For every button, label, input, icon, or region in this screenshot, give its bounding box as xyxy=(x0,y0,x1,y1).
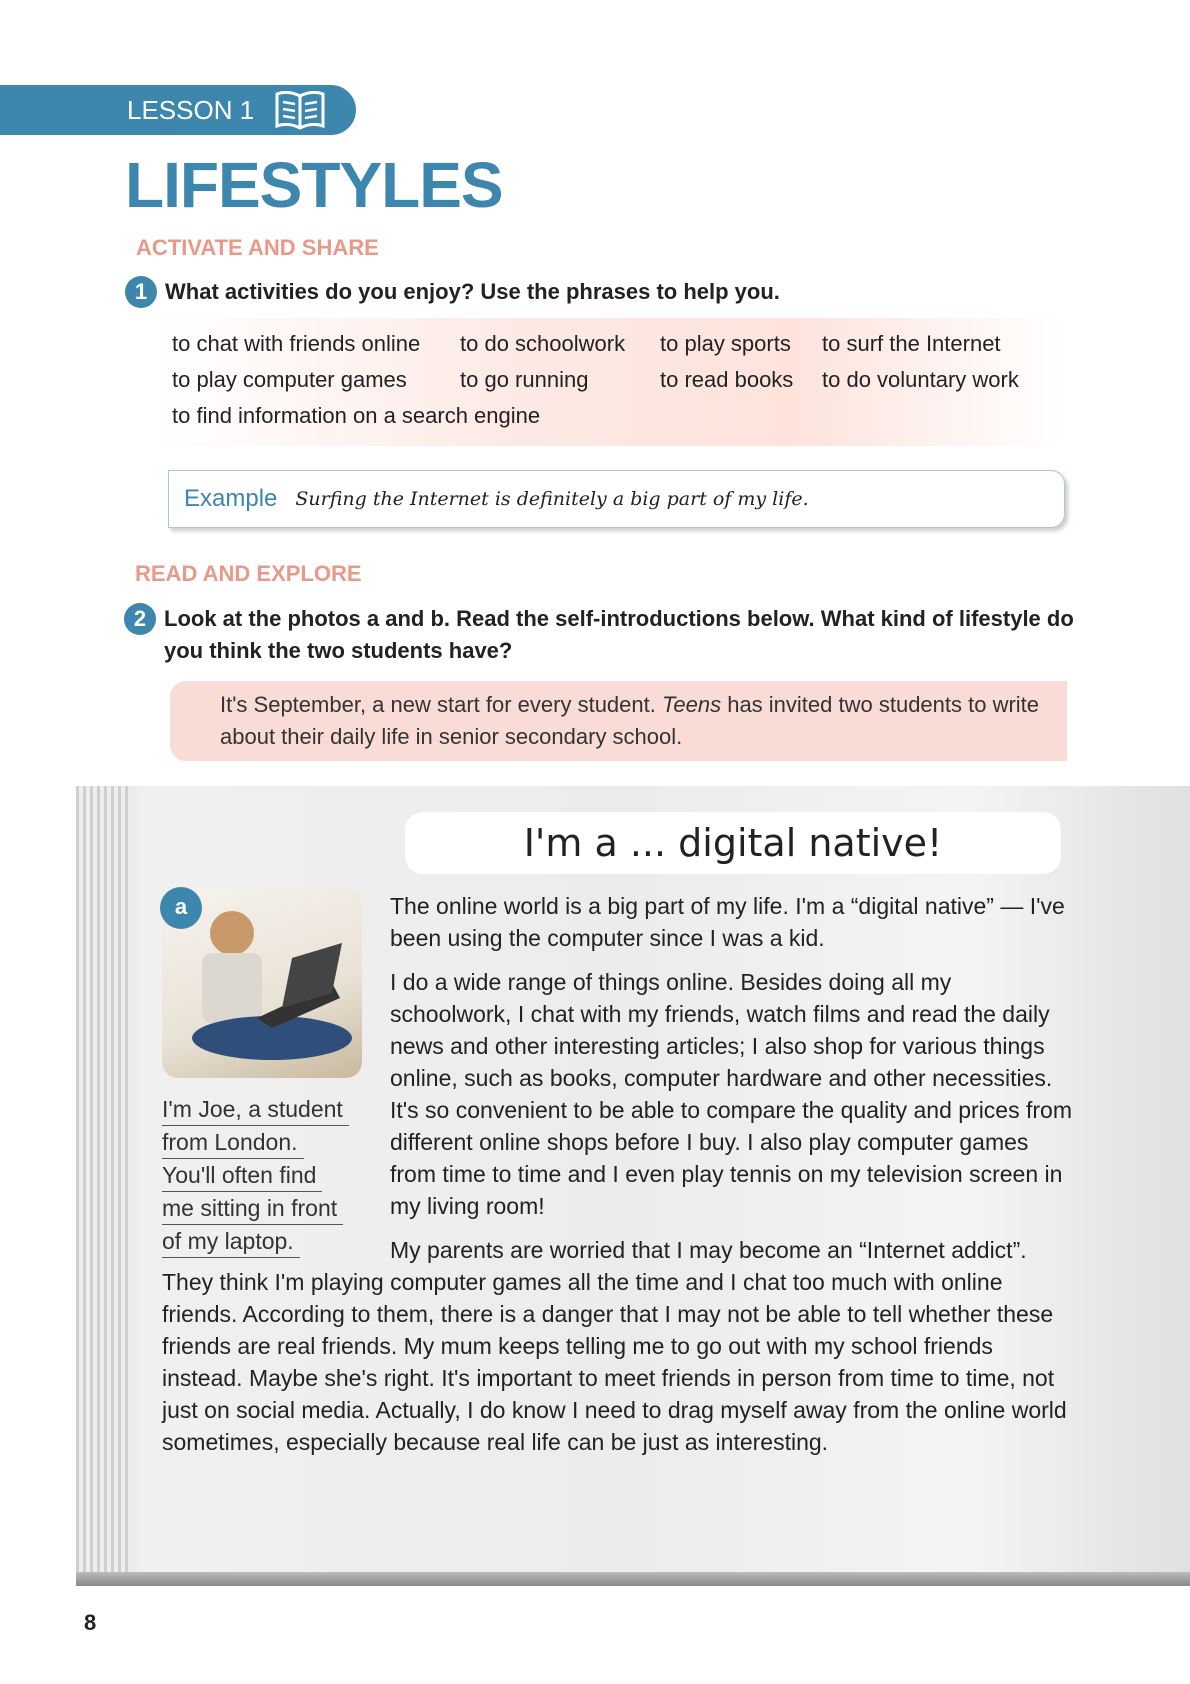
caption-line: of my laptop. xyxy=(162,1225,300,1258)
lesson-banner xyxy=(0,85,356,135)
phrase: to do voluntary work xyxy=(822,367,1019,392)
paragraph: I do a wide range of things online. Besides doing all my schoolwork, I chat with my friends, watch films and read the daily news and other interesting articles; I also shop for various things online, such as books, computer hardware and other necessities. It's so convenient to be able to compare the quality and prices from different online shops before I buy. I also play computer games from time to time and I even play tennis on my television screen in my living room! xyxy=(390,969,1072,1219)
paragraph xyxy=(162,1234,1072,1458)
question-2 xyxy=(124,603,1074,667)
phrase-box xyxy=(158,318,1063,446)
caption-line: You'll often find xyxy=(162,1159,322,1192)
paragraph-continued: and I chat too much with online friends. According to them, there is a danger that I may not be able to tell whether these friends are real friends. My mum keeps telling me to go out with my school friends instead. Maybe she's right. It's important to meet friends in person from time to time, not just on social media. Actually, I do know I need to drag myself away from the online world sometimes, especially because real life can be just as interesting. xyxy=(162,1269,1067,1455)
caption-line: I'm Joe, a student xyxy=(162,1093,349,1126)
article-title: I'm a ... digital native! xyxy=(405,812,1061,874)
phrase: to do schoolwork xyxy=(460,331,626,356)
example-label: Example xyxy=(184,485,278,512)
caption-line: from London. xyxy=(162,1126,304,1159)
photo-label-badge: a xyxy=(160,887,202,929)
intro-box xyxy=(170,681,1067,761)
phrase: to play sports xyxy=(660,331,791,356)
phrase: to go running xyxy=(460,367,589,392)
phrase: to find information on a search engine xyxy=(172,403,541,428)
intro-text: has invited two students to write about their daily life in senior secondary school. xyxy=(220,692,1040,749)
paragraph-start: My parents are worried that I may become an “Internet addict”. They think I'm playing computer games all the time xyxy=(162,1237,1027,1295)
lesson-label: LESSON 1 xyxy=(127,95,255,125)
page-number: 8 xyxy=(84,1610,97,1635)
question-text: What activities do you enjoy? Use the phrases to help you. xyxy=(165,279,780,304)
phrase: to read books xyxy=(660,367,794,392)
paragraph: The online world is a big part of my life. I'm a “digital native” — I've been using the computer since I was a kid. xyxy=(390,893,1065,951)
example-box xyxy=(168,470,1065,528)
page-title: LIFESTYLES xyxy=(125,149,503,221)
caption-line: me sitting in front xyxy=(162,1192,343,1225)
open-book-icon xyxy=(274,90,326,130)
question-number: 1 xyxy=(125,276,157,308)
section-heading-read: READ AND EXPLORE xyxy=(135,561,362,586)
section-heading-activate: ACTIVATE AND SHARE xyxy=(136,235,379,260)
magazine-name: Teens xyxy=(661,692,722,717)
phrase: to surf the Internet xyxy=(822,331,1001,356)
phrase: to chat with friends online xyxy=(172,331,421,356)
example-text: Surfing the Internet is definitely a big part of my life. xyxy=(295,488,809,510)
phrase: to play computer games xyxy=(172,367,407,392)
article-body xyxy=(162,890,1072,1470)
question-number: 2 xyxy=(124,603,156,635)
question-1 xyxy=(125,276,780,308)
intro-text: It's September, a new start for every student. xyxy=(220,692,662,717)
question-text: Look at the photos a and b. Read the self-introductions below. What kind of lifestyle do you think the two students have? xyxy=(164,606,1074,663)
